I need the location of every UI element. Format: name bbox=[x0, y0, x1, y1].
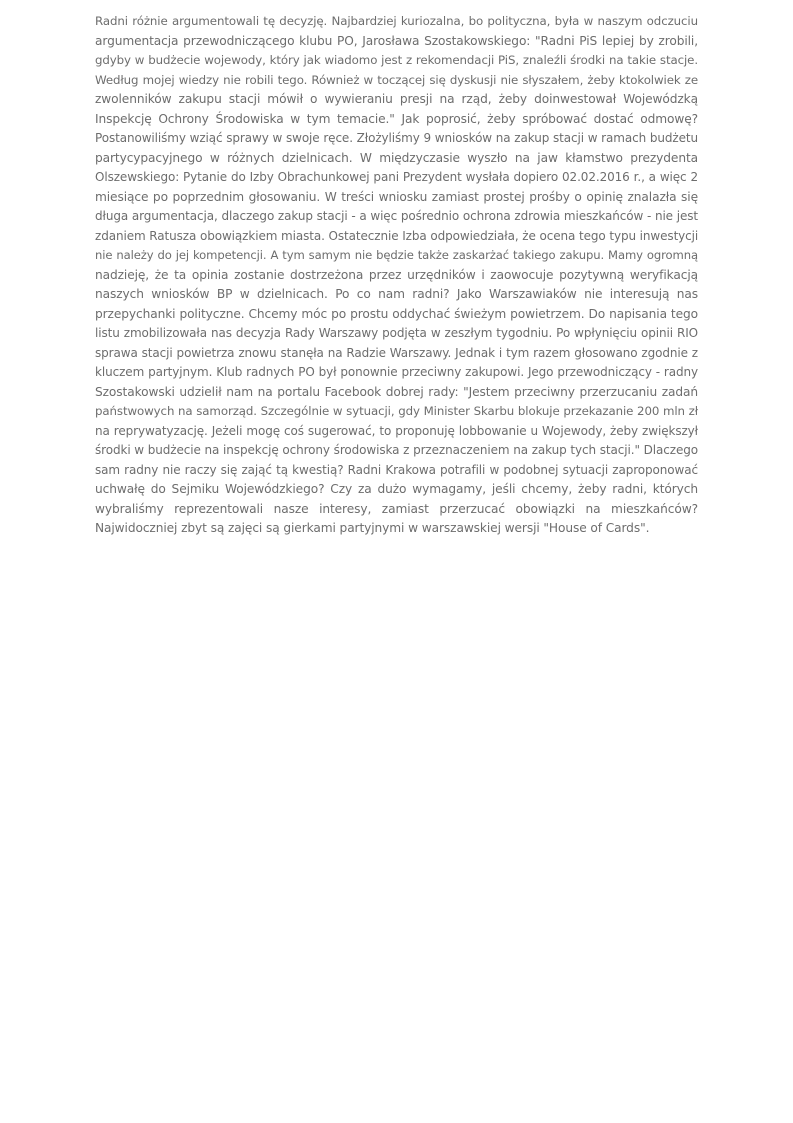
text-line: sprawa stacji powietrza znowu stanęła na Radzie Warszawy. Jednak i tym razem głosowano zgodnie z bbox=[95, 345, 698, 360]
article-body bbox=[95, 12, 698, 539]
text-line: zwolenników zakupu stacji mówił o wywieraniu presji na rząd, żeby doinwestował Wojewódzką bbox=[95, 92, 698, 106]
text-line: środki w budżecie na inspekcję ochrony środowiska z przeznaczeniem na zakup tych stacji." Dlaczego bbox=[95, 443, 698, 457]
text-line: nadzieję, że ta opinia zostanie dostrzeżona przez urzędników i zaowocuje pozytywną weryfikacją bbox=[95, 267, 698, 282]
text-line: listu zmobilizowała nas decyzja Rady Warszawy podjęta w zeszłym tygodniu. Po wpłynięciu opinii RIO bbox=[95, 326, 698, 340]
text-line: Szostakowski udzielił nam na portalu Facebook dobrej rady: "Jestem przeciwny przerzucaniu zadań bbox=[95, 384, 698, 399]
text-line: na reprywatyzację. Jeżeli mogę coś sugerować, to proponuję lobbowanie u Wojewody, żeby zwiększył bbox=[95, 423, 698, 438]
text-line: Według mojej wiedzy nie robili tego. Również w toczącej się dyskusji nie słyszałem, żeby ktokolwiek ze bbox=[95, 72, 698, 87]
text-line: państwowych na samorząd. Szczególnie w sytuacji, gdy Minister Skarbu blokuje przekazanie 200 mln zł bbox=[95, 404, 698, 418]
text-line: Radni różnie argumentowali tę decyzję. Najbardziej kuriozalna, bo polityczna, była w naszym odczuciu bbox=[95, 14, 698, 28]
text-line: kluczem partyjnym. Klub radnych PO był ponownie przeciwny zakupowi. Jego przewodniczący - radny bbox=[95, 365, 698, 379]
text-line: zdaniem Ratusza obowiązkiem miasta. Ostatecznie Izba odpowiedziała, że ocena tego typu inwestycji bbox=[95, 228, 699, 243]
text-line: uchwałę do Sejmiku Wojewódzkiego? Czy za dużo wymagamy, jeśli chcemy, żeby radni, których bbox=[95, 482, 698, 496]
text-line: wybraliśmy reprezentowali nasze interesy, zamiast przerzucać obowiązki na mieszkańców? bbox=[95, 501, 698, 516]
text-line: Olszewskiego: Pytanie do Izby Obrachunkowej pani Prezydent wysłała dopiero 02.02.2016 r., a więc 2 bbox=[95, 170, 698, 184]
text-line: gdyby w budżecie wojewody, który jak wiadomo jest z rekomendacji PiS, znaleźli środki na takie stacje. bbox=[95, 53, 698, 67]
text-line: argumentacja przewodniczącego klubu PO, Jarosława Szostakowskiego: "Radni PiS lepiej by zrobili, bbox=[95, 33, 698, 48]
text-line: Inspekcję Ochrony Środowiska w tym temacie." Jak poprosić, żeby spróbować dostać odmowę? bbox=[95, 111, 698, 126]
text-line: długa argumentacja, dlaczego zakup stacji - a więc pośrednio ochrona zdrowia mieszkańców - nie jest bbox=[95, 209, 698, 223]
text-line: naszych wniosków BP w dzielnicach. Po co nam radni? Jako Warszawiaków nie interesują nas bbox=[95, 287, 698, 301]
text-line: sam radny nie raczy się zająć tą kwestią? Radni Krakowa potrafili w podobnej sytuacji zaproponować bbox=[95, 462, 698, 477]
text-line: partycypacyjnego w różnych dzielnicach. W międzyczasie wyszło na jaw kłamstwo prezydenta bbox=[95, 150, 698, 165]
text-line: Najwidoczniej zbyt są zajęci są gierkami partyjnymi w warszawskiej wersji "House of Cards". bbox=[95, 521, 650, 535]
text-line: nie należy do jej kompetencji. A tym samym nie będzie także zaskarżać takiego zakupu. Mamy ogromną bbox=[95, 248, 698, 262]
text-line: Postanowiliśmy wziąć sprawy w swoje ręce. Złożyliśmy 9 wniosków na zakup stacji w ramach budżetu bbox=[95, 131, 698, 145]
text-line: przepychanki polityczne. Chcemy móc po prostu oddychać świeżym powietrzem. Do napisania tego bbox=[95, 306, 698, 321]
text-line: miesiące po poprzednim głosowaniu. W treści wniosku zamiast prostej prośby o opinię znalazła się bbox=[95, 189, 698, 204]
